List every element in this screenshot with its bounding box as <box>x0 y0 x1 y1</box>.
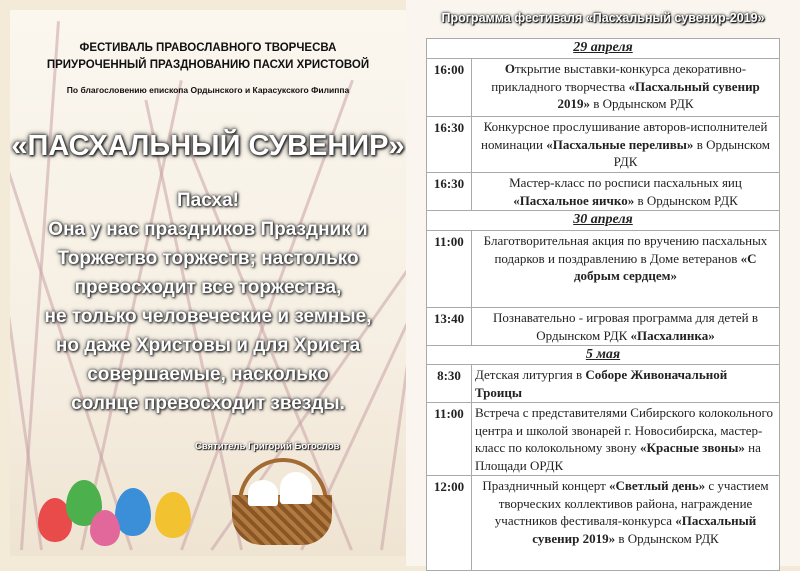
day-header-row <box>427 211 780 231</box>
event-text: ткрытие выставки-конкурса декоративно-прикладного творчества <box>491 61 747 94</box>
event-time: 8:30 <box>427 365 472 403</box>
event-description <box>472 231 780 308</box>
day-label: 30 апреля <box>427 211 780 231</box>
quote-line: не только человеческие и земные, <box>44 306 372 327</box>
program-panel <box>406 0 800 566</box>
event-time: 13:40 <box>427 308 472 346</box>
quote-line: совершаемые, насколько <box>87 364 329 385</box>
program-title: Программа фестиваля «Пасхальный сувенир-2019» <box>441 11 765 25</box>
event-description <box>472 173 780 211</box>
event-row <box>427 231 780 308</box>
header-line: ФЕСТИВАЛЬ ПРАВОСЛАВНОГО ТВОРЧЕСВА <box>79 42 337 54</box>
festival-header <box>10 40 406 74</box>
event-name: «Пасхальные переливы» <box>546 136 694 152</box>
event-description <box>472 476 780 571</box>
event-text: Конкурсное прослушивание авторов-исполнителей номинации <box>480 119 768 152</box>
header-line: ПРИУРОЧЕННЫЙ ПРАЗДНОВАНИЮ ПАСХИ ХРИСТОВОЙ <box>46 59 370 71</box>
event-row <box>427 59 780 117</box>
event-row <box>427 403 780 476</box>
event-name: О <box>504 61 515 76</box>
event-time: 12:00 <box>427 476 472 571</box>
event-time: 11:00 <box>427 403 472 476</box>
event-text: в Ордынском РДК <box>634 192 738 208</box>
blessing-text: По благословению епископа Ордынского и Карасукского Филиппа <box>66 85 350 95</box>
event-name: «С добрым сердцем» <box>573 250 757 283</box>
event-text: в Ордынском РДК <box>613 136 771 169</box>
event-text: Встреча с представителями Сибирского колокольного центра и школой звонарей г. Новосибирска, мастер-класс по колокольному звону <box>475 405 774 455</box>
event-row <box>427 173 780 211</box>
festival-title: «ПАСХАЛЬНЫЙ СУВЕНИР» <box>11 130 405 162</box>
day-header-row <box>427 39 780 59</box>
event-text: Благотворительная акция по вручению пасхальных подарков и поздравлению в Доме ветеранов <box>483 233 768 266</box>
event-text: с участием творческих коллективов района, награждение участников фестиваля-конкурса <box>494 478 769 528</box>
event-row <box>427 308 780 346</box>
event-time: 16:30 <box>427 173 472 211</box>
quote-line: Пасха! <box>176 190 239 211</box>
event-text: Мастер-класс по росписи пасхальных яиц <box>509 175 742 190</box>
event-time: 16:00 <box>427 59 472 117</box>
day-label: 5 мая <box>427 346 780 365</box>
easter-quote <box>10 186 406 418</box>
event-text: Познавательно - игровая программа для детей в Ордынском РДК <box>492 310 758 343</box>
event-text: на Площади ОРДК <box>475 440 761 473</box>
quote-line: Торжество торжеств; настолько <box>57 248 359 269</box>
event-row <box>427 365 780 403</box>
event-time: 11:00 <box>427 231 472 308</box>
event-text: в Ордынском РДК <box>615 530 719 546</box>
event-text: Праздничный концерт <box>482 478 609 493</box>
quote-line: превосходит все торжества, <box>74 277 342 298</box>
event-description <box>472 365 780 403</box>
event-text: в Ордынском РДК <box>589 96 694 111</box>
event-name: «Красные звоны» <box>640 440 745 455</box>
event-description <box>472 308 780 346</box>
event-name: «Пасхальный сувенир 2019» <box>557 78 760 111</box>
quote-signature: Святитель Григорий Богослов <box>195 441 340 452</box>
event-description <box>472 117 780 173</box>
program-table <box>426 38 780 571</box>
quote-line: солнце превосходит звезды. <box>71 393 345 414</box>
event-row <box>427 117 780 173</box>
quote-line: Она у нас праздников Праздник и <box>48 219 368 240</box>
event-name: Соборе Живоначальной Троицы <box>475 367 728 400</box>
event-text: Детская литургия в <box>475 367 586 382</box>
day-label: 29 апреля <box>427 39 780 59</box>
event-time: 16:30 <box>427 117 472 173</box>
event-name: «Пасхалинка» <box>630 327 715 343</box>
event-name: «Пасхальный сувенир 2019» <box>532 513 757 546</box>
event-name: «Пасхальное яичко» <box>513 192 635 208</box>
quote-line: но даже Христовы и для Христа <box>55 335 361 356</box>
event-name: «Светлый день» <box>609 478 706 493</box>
event-description <box>472 403 780 476</box>
event-description <box>472 59 780 117</box>
day-header-row <box>427 346 780 365</box>
event-row <box>427 476 780 571</box>
poster-left-panel <box>10 10 406 556</box>
